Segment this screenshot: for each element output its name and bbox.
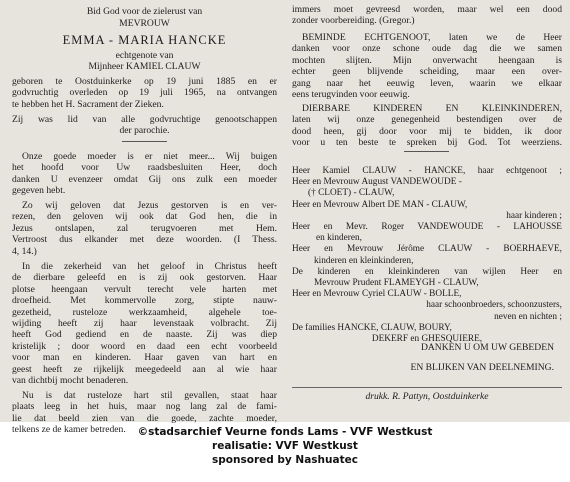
text-line: 4, 14.) — [12, 245, 37, 257]
text-line: gegeven hebt. — [12, 185, 66, 197]
text-line: het hoofd voor Uw raadsbesluiten Heer, doch — [12, 162, 277, 174]
thanks-line-1: DANKEN U OM UW GEBEDEN — [420, 342, 554, 353]
text-line: gang naar het eeuwig leven, waarin we elkaar — [292, 77, 562, 89]
text-line: heeft God gediend en de naaste. Zij was diep — [12, 329, 277, 341]
family-line: († CLOET) - CLAUW, — [308, 188, 395, 199]
family-line: De families HANCKE, CLAUW, BOURY, — [292, 322, 452, 333]
family-line: De kinderen en kleinkinderen van wijlen Heer en — [292, 266, 562, 277]
bio-paragraph — [12, 76, 277, 110]
family-line: Heer Kamiel CLAUW - HANCKE, haar echtgenoot ; — [292, 166, 562, 176]
printer-credit: drukk. R. Pattyn, Oostduinkerke — [365, 391, 489, 402]
header-line-1: Bid God voor de zielerust van — [86, 6, 203, 17]
text-line: Zo wij geloven dat Jezus gestorven is en ver- — [22, 200, 277, 211]
text-line: kristelijk ; door woord en daad een echt voorbeeld — [12, 340, 277, 352]
family-line: Heer en Mevrouw Cyriel CLAUW - BOLLE, — [292, 289, 462, 300]
family-line: kinderen en kleinkinderen, — [314, 255, 414, 266]
text-line: geest heeft ze rijkelijk meegedeeld aan al wie haar — [12, 363, 277, 375]
family-line: Heer en Mevrouw August VANDEWOUDE - — [292, 177, 462, 188]
family-line: en kinderen, — [316, 233, 362, 244]
separator — [404, 151, 449, 152]
text-line: danken voor onze schone oude dag die we samen — [292, 43, 562, 55]
text-line: voor man en kinderen. Haar gaven van hart en — [12, 352, 277, 364]
text-line: godvruchtig overleden op 19 juli 1965, na ontvangen — [12, 87, 277, 99]
text-line: Jezus ontslapen, zal terugvoeren met Hem. — [12, 222, 277, 234]
spouse-name: Mijnheer KAMIEL CLAUW — [88, 61, 201, 72]
text-line: danken U evenzeer omdat Gij ons zulk een moeder — [12, 173, 277, 185]
family-line: neven en nichten ; — [494, 311, 562, 322]
text-line: Onze goede moeder is er niet meer... Wij buigen — [22, 151, 277, 162]
spouse-intro: echtgenote van — [115, 50, 174, 61]
family-line: DEKERF en GHESQUIERE, — [371, 334, 483, 345]
text-line: Vertroost dus elkander met deze woorden. (I Thess. — [12, 234, 277, 246]
deceased-name: EMMA - MARIA HANCKE — [62, 33, 227, 47]
family-line: Mevrouw Prudent FLAMEYGH - CLAUW, — [314, 278, 479, 289]
text-line: laten wij onze genegenheid bestendigen over de — [292, 114, 562, 126]
text-line: geboren te Oostduinkerke op 19 juni 1885 en er — [12, 76, 277, 87]
text-line: In die zekerheid van het geloof in Christus heeft — [22, 261, 277, 272]
text-line: zonder voorbereiding. (Gregor.) — [292, 15, 415, 27]
paragraph-2 — [12, 200, 277, 257]
text-line: Nu is dat rusteloze hart stil gevallen, staat haar — [22, 390, 277, 401]
text-line: BEMINDE ECHTGENOOT, laten we de Heer — [302, 32, 562, 43]
text-line: te hebben het H. Sacrament der Zieken. — [12, 98, 164, 110]
family-line: haar schoonbroeders, schoonzusters, — [426, 300, 562, 311]
archive-credit: ©stadsarchief Veurne fonds Lams - VVF Westkust — [137, 426, 433, 438]
thanks-line-2: EN BLIJKEN VAN DEELNEMING. — [410, 362, 554, 373]
text-line: mochten slijten. Mijn onverwacht heengaan is — [292, 54, 562, 66]
text-line: wijding heeft zij haar levenstaak volbracht. Zij — [12, 318, 277, 330]
text-line: DIERBARE KINDEREN EN KLEINKINDEREN, — [302, 103, 562, 114]
text-line: de dierbare geleefd en is zij ook gestorven. Haar — [12, 272, 277, 284]
text-line: van dichtbij mocht benaderen. — [12, 375, 129, 387]
text-line: lie dat beeld zien van die goede, zachte moeder, — [12, 412, 277, 424]
sponsor-credit: sponsored by Nashuatec — [212, 454, 358, 466]
text-line: echter geen blijvende scheiding, maar een over- — [292, 66, 562, 78]
family-line: haar kinderen ; — [506, 210, 562, 221]
spouse-message — [292, 32, 562, 100]
quote-end-paragraph — [292, 4, 562, 27]
children-message — [292, 103, 562, 149]
text-line: plaats leeg in het huis, maar nog lang zal de fami- — [12, 401, 277, 413]
printer-rule — [292, 387, 562, 388]
text-line: droefheid. Met kommervolle zorg, stipte nauw- — [12, 295, 277, 307]
text-line: immers moet gevreesd worden, maar wel een dood — [292, 4, 562, 15]
text-line: gezetheid, rusteloze werkzaamheid, algehele toe- — [12, 306, 277, 318]
text-line: der parochie. — [119, 125, 170, 137]
membership-paragraph — [12, 114, 277, 137]
realisation-credit: realisatie: VVF Westkust — [212, 440, 358, 452]
paragraph-1 — [12, 151, 277, 197]
family-line: Heer en Mevrouw Albert DE MAN - CLAUW, — [292, 199, 468, 210]
family-list — [292, 166, 562, 345]
header-line-2: MEVROUW — [119, 18, 170, 29]
family-line: Heer en Mevr. Roger VANDEWOUDE - LAHOUSSE — [292, 222, 562, 233]
family-line: Heer en Mevrouw Jérôme CLAUW - BOERHAEVE, — [292, 244, 562, 255]
separator — [122, 141, 167, 142]
text-line: telkens ze de kamer betreden. — [12, 424, 126, 436]
text-line: plotse heengaan vervult terecht vele harten met — [12, 283, 277, 295]
text-line: eens terugvinden voor eeuwig. — [292, 89, 410, 101]
text-line: voor u ten beste te spreken bij God. Tot weerziens. — [292, 137, 562, 149]
text-line: Zij was lid van alle godvruchtige genootschappen — [12, 114, 277, 125]
text-line: rezen, den geloven wij ook dat God hen, die in — [12, 211, 277, 223]
paragraph-3 — [12, 261, 277, 386]
text-line: dood heen, gij door voor mij te bidden, ik door — [292, 125, 562, 137]
